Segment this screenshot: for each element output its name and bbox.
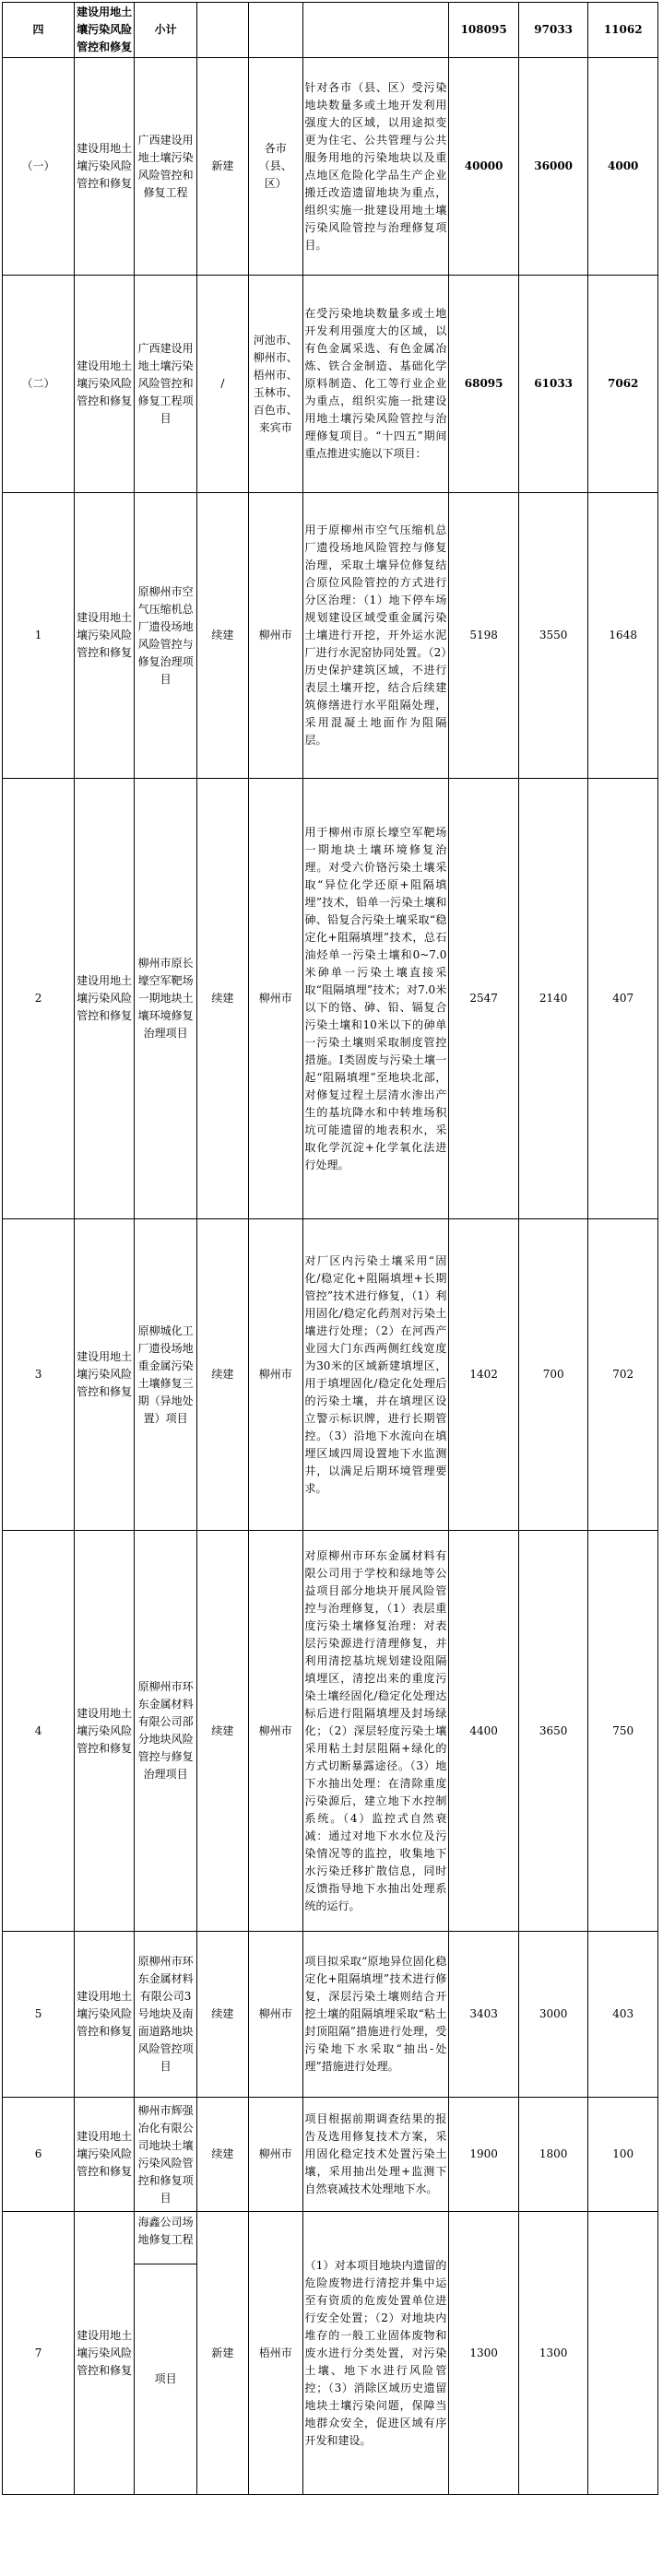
category-cell: 建设用地土壤污染风险管控和修复 [75, 58, 135, 276]
location-cell: 柳州市 [248, 1531, 302, 1932]
project-name-cell: 广西建设用地土壤污染风险管控和修复工程项目 [135, 276, 197, 493]
construction-nature-cell: 新建 [196, 2212, 248, 2495]
central-fund-cell: 61033 [518, 276, 588, 493]
project-name-cell: 柳州市辉强冶化有限公司地块土壤污染风险管控和修复项目 [135, 2098, 197, 2212]
local-fund-cell: 4000 [588, 58, 658, 276]
category-cell: 建设用地土壤污染风险管控和修复 [75, 1932, 135, 2098]
table-row [3, 276, 658, 493]
local-fund-cell: 750 [588, 1531, 658, 1932]
serial-number: 3 [3, 1219, 75, 1531]
total-investment-cell: 3403 [449, 1932, 519, 2098]
construction-nature-cell [196, 3, 248, 58]
total-investment-cell: 4400 [449, 1531, 519, 1932]
table-row [3, 1932, 658, 2098]
project-name-cell: 原柳州市环东金属材料有限公司部分地块风险管控与修复治理项目 [135, 1531, 197, 1932]
central-fund-cell: 1800 [518, 2098, 588, 2212]
construction-content-cell: （1）对本项目地块内遗留的危险废物进行清挖并集中运至有资质的危废处置单位进行安全处置；（2）对地块内堆存的一般工业固体废物和废水进行分类处置，对污染土壤、地下水进行风险管控；（3）消除区域历史遗留地块土壤污染问题，保障当地群众安全，促进区域有序开发和建设。 [302, 2212, 449, 2495]
location-cell: 柳州市 [248, 779, 302, 1219]
category-cell: 建设用地土壤污染风险管控和修复 [75, 1219, 135, 1531]
construction-nature-cell: / [196, 276, 248, 493]
project-name-cell: 广西建设用地土壤污染风险管控和修复工程 [135, 58, 197, 276]
construction-content-cell [302, 3, 449, 58]
category-cell: 建设用地土壤污染风险管控和修复 [75, 779, 135, 1219]
construction-nature-cell: 续建 [196, 779, 248, 1219]
local-fund-cell: 1648 [588, 493, 658, 779]
total-investment-cell: 1900 [449, 2098, 519, 2212]
central-fund-cell: 3000 [518, 1932, 588, 2098]
total-investment-cell: 2547 [449, 779, 519, 1219]
project-name-cell: 原柳州市环东金属材料有限公司3号地块及南面道路地块风险管控项目 [135, 1932, 197, 2098]
table-row [3, 1219, 658, 1531]
table-row [3, 779, 658, 1219]
central-fund-cell: 1300 [518, 2212, 588, 2495]
total-investment-cell: 108095 [449, 3, 519, 58]
local-fund-cell [588, 2212, 658, 2495]
serial-number: 2 [3, 779, 75, 1219]
total-investment-cell: 1402 [449, 1219, 519, 1531]
central-fund-cell: 3650 [518, 1531, 588, 1932]
table-row [3, 493, 658, 779]
local-fund-cell: 11062 [588, 3, 658, 58]
construction-content-cell: 对厂区内污染土壤采用“固化/稳定化+阻隔填埋+长期管控”技术进行修复，（1）利用固化/稳定化药剂对污染土壤进行处理；（2）在河西产业园大门东西两侧红线宽度为30米的区域新建填埋区，用于填埋固化/稳定化处理后的污染土壤，并在填埋区设立警示标识牌，进行长期管控。（3）沿地下水流向在填埋区域四周设置地下水监测井，以满足后期环境管理要求。 [302, 1219, 449, 1531]
location-cell [248, 3, 302, 58]
construction-nature-cell: 续建 [196, 1932, 248, 2098]
project-name-cell: 小计 [135, 3, 197, 58]
category-cell: 建设用地土壤污染风险管控和修复 [75, 2212, 135, 2495]
serial-number: 4 [3, 1531, 75, 1932]
construction-nature-cell: 续建 [196, 2098, 248, 2212]
table-row [3, 58, 658, 276]
total-investment-cell: 40000 [449, 58, 519, 276]
project-table [2, 2, 658, 2495]
construction-content-cell: 用于原柳州市空气压缩机总厂遗役场地风险管控与修复治理，采取土壤异位修复结合原位风险管控的方式进行分区治理：（1）地下停车场规划建设区域受重金属污染土壤进行开挖，开外运水泥厂进行水泥窑协同处置。（2）历史保护建筑区域，不进行表层土壤开挖，结合后续建筑修缮进行水平阻隔处理，采用混凝土地面作为阻隔层。 [302, 493, 449, 779]
page [2, 2, 658, 2495]
serial-number: 6 [3, 2098, 75, 2212]
summary-row [3, 3, 658, 58]
construction-content-cell: 项目根据前期调查结果的报告及选用修复技术方案，采用固化稳定技术处置污染土壤，采用抽出处理+监测下自然衰减技术处理地下水。 [302, 2098, 449, 2212]
construction-nature-cell: 续建 [196, 493, 248, 779]
total-investment-cell: 68095 [449, 276, 519, 493]
construction-content-cell: 用于柳州市原长壕空军靶场一期地块土壤环境修复治理。对受六价铬污染土壤采取“异位化学还原+阻隔填埋”技术，铅单一污染土壤和砷、铅复合污染土壤采取“稳定化+阻隔填埋”技术，总石油烃单一污染土壤和0~7.0米砷单一污染土壤直接采取“阻隔填埋”技术；对7.0米以下的铬、砷、铅、镉复合污染土壤和10米以下的砷单一污染土壤则采取制度管控措施。Ⅰ类固废与污染土壤一起“阻隔填埋”至地块北部，对修复过程土层清水渗出产生的基坑降水和中转堆场积坑可能遗留的地表积水，采取化学沉淀+化学氧化法进行处理。 [302, 779, 449, 1219]
project-name-cell: 原柳城化工厂遗役场地重金属污染土壤修复三期（异地处置）项目 [135, 1219, 197, 1531]
local-fund-cell: 7062 [588, 276, 658, 493]
table-row [3, 2212, 658, 2264]
central-fund-cell: 700 [518, 1219, 588, 1531]
serial-number: 1 [3, 493, 75, 779]
serial-number: 7 [3, 2212, 75, 2495]
serial-number: （一） [3, 58, 75, 276]
location-cell: 柳州市 [248, 493, 302, 779]
location-cell: 河池市、柳州市、梧州市、玉林市、百色市、来宾市 [248, 276, 302, 493]
central-fund-cell: 3550 [518, 493, 588, 779]
construction-nature-cell: 新建 [196, 58, 248, 276]
total-investment-cell: 1300 [449, 2212, 519, 2495]
category-cell: 建设用地土壤污染风险管控和修复 [75, 3, 135, 58]
local-fund-cell: 407 [588, 779, 658, 1219]
total-investment-cell: 5198 [449, 493, 519, 779]
serial-number: 四 [3, 3, 75, 58]
project-name-cell: 原柳州市空气压缩机总厂遗役场地风险管控与修复治理项目 [135, 493, 197, 779]
location-cell: 柳州市 [248, 1219, 302, 1531]
central-fund-cell: 36000 [518, 58, 588, 276]
local-fund-cell: 702 [588, 1219, 658, 1531]
category-cell: 建设用地土壤污染风险管控和修复 [75, 2098, 135, 2212]
central-fund-cell: 2140 [518, 779, 588, 1219]
construction-content-cell: 在受污染地块数量多或土地开发利用强度大的区域，以有色金属采选、有色金属冶炼、铁合金制造、基础化学原料制造、化工等行业企业为重点，组织实施一批建设用地土壤污染风险管控与治理修复项目。“十四五”期间重点推进实施以下项目： [302, 276, 449, 493]
central-fund-cell: 97033 [518, 3, 588, 58]
local-fund-cell: 403 [588, 1932, 658, 2098]
serial-number: 5 [3, 1932, 75, 2098]
location-cell: 柳州市 [248, 2098, 302, 2212]
location-cell: 梧州市 [248, 2212, 302, 2495]
category-cell: 建设用地土壤污染风险管控和修复 [75, 276, 135, 493]
construction-content-cell: 项目拟采取“原地异位固化稳定化+阻隔填埋”技术进行修复，深层污染土壤则结合开挖土壤的阻隔填埋采取“粘土封顶阻隔”措施进行处理，受污染地下水采取“抽出-处理”措施进行处理。 [302, 1932, 449, 2098]
construction-content-cell: 对原柳州市环东金属材料有限公司用于学校和绿地等公益项目部分地块开展风险管控与治理修复，（1）表层重度污染土壤修复治理：对表层污染源进行清理修复，并利用清挖基坑规划建设阻隔填埋区，清挖出来的重度污染土壤经固化/稳定化处理达标后进行阻隔填埋及封场绿化；（2）深层轻度污染土壤采用粘土封层阻隔+绿化的方式切断暴露途径。（3）地下水抽出处理：在清除重度污染源后，建立地下水控制系统。（4）监控式自然衰减：通过对地下水水位及污染情况等的监控，收集地下水污染迁移扩散信息，同时反馈指导地下水抽出处理系统的运行。 [302, 1531, 449, 1932]
category-cell: 建设用地土壤污染风险管控和修复 [75, 1531, 135, 1932]
table-row [3, 1531, 658, 1932]
location-cell: 柳州市 [248, 1932, 302, 2098]
serial-number: （二） [3, 276, 75, 493]
category-cell: 建设用地土壤污染风险管控和修复 [75, 493, 135, 779]
table-row [3, 2098, 658, 2212]
project-name-cell: 柳州市原长壕空军靶场一期地块土壤环境修复治理项目 [135, 779, 197, 1219]
project-name-bottom-cell: 项目 [135, 2264, 197, 2495]
construction-nature-cell: 续建 [196, 1531, 248, 1932]
project-name-top-cell: 海鑫公司场地修复工程 [135, 2212, 197, 2264]
construction-content-cell: 针对各市（县、区）受污染地块数量多或土地开发利用强度大的区域，以用途拟变更为住宅、公共管理与公共服务用地的污染地块以及重点地区危险化学品生产企业搬迁改造遗留地块为重点，组织实施一批建设用地土壤污染风险管控与治理修复项目。 [302, 58, 449, 276]
construction-nature-cell: 续建 [196, 1219, 248, 1531]
local-fund-cell: 100 [588, 2098, 658, 2212]
location-cell: 各市（县、区） [248, 58, 302, 276]
